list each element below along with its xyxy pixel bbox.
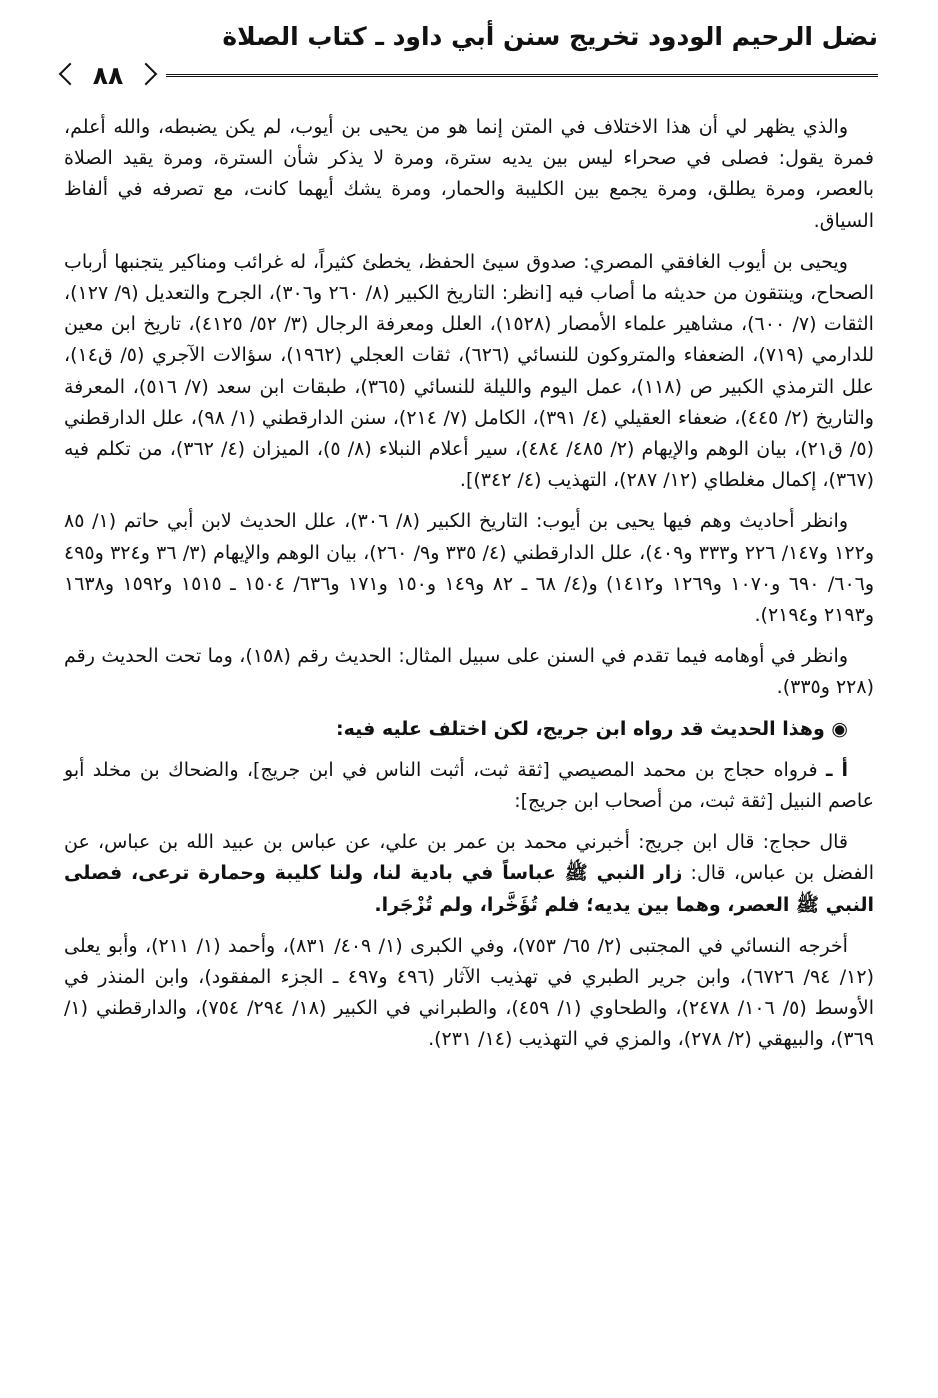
- section-heading: [64, 714, 874, 745]
- paragraph: وانظر في أوهامه فيما تقدم في السنن على سبيل المثال: الحديث رقم (١٥٨)، وما تحت الحديث رقم (٢٢٨ و٣٣٥).: [64, 645, 874, 699]
- matn-text: زار النبي ﷺ عباساً في بادية لنا، ولنا كليبة وحمارة ترعى، فصلى النبي ﷺ العصر، وهما بين يديه؛ فلم تُؤَخَّرا، ولم تُزْجَرا.: [64, 862, 874, 916]
- takhrij-paragraph: أخرجه النسائي في المجتبى (٢/ ٦٥/ ٧٥٣)، وفي الكبرى (١/ ٤٠٩/ ٨٣١)، وأحمد (١/ ٢١١)، وأبو يعلى (١٢/ ٩٤/ ٦٧٢٦)، وابن جرير الطبري في تهذيب الآثار (٤٩٦ و٤٩٧ ـ الجزء المفقود)، وابن المنذر في الأوسط (٥/ ١٠٦/ ٢٤٧٨)، والطحاوي (١/ ٤٥٩)، والطبراني في الكبير (١٨/ ٢٩٤/ ٧٥٤)، والدارقطني (١/ ٣٦٩)، والبيهقي (٢/ ٢٧٨)، والمزي في التهذيب (١٤/ ٢٣١).: [64, 934, 875, 1051]
- paragraph: ويحيى بن أيوب الغافقي المصري: صدوق سيئ الحفظ، يخطئ كثيراً، له غرائب ومناكير يتجنبها أرباب الصحاح، وينتقون من حديثه ما أصاب فيه [انظر: التاريخ الكبير (٨/ ٢٦٠ و٣٠٦)، الجرح والتعديل (٩/ ١٢٧)، الثقات (٧/ ٦٠٠)، مشاهير علماء الأمصار (١٥٢٨)، العلل ومعرفة الرجال (٣/ ٥٢/ ٤١٢٥)، تاريخ ابن معين للدارمي (٧١٩)، الضعفاء والمتروكون للنسائي (٦٢٦)، ثقات العجلي (١٩٦٢)، سؤالات الآجري (٥/ ق١٤)، علل الترمذي الكبير ص (١١٨)، عمل اليوم والليلة للنسائي (٣٦٥)، طبقات ابن سعد (٧/ ٥١٦)، المعرفة والتاريخ (٢/ ٤٤٥)، ضعفاء العقيلي (٤/ ٣٩١)، الكامل (٧/ ٢١٤)، سنن الدارقطني (١/ ٩٨)، علل الدارقطني (٥/ ق٢١)، بيان الوهم والإيهام (٢/ ٤٨٥/ ٤٨٤)، سير أعلام النبلاء (٨/ ٥)، الميزان (٤/ ٣٦٢)، من تكلم فيه (٣٦٧)، إكمال مغلطاي (١٢/ ٢٨٧)، التهذيب (٤/ ٣٤٢)].: [64, 250, 874, 492]
- page-number-badge: [60, 60, 156, 90]
- hadith-quote: [64, 827, 874, 921]
- section-heading-text: وهذا الحديث قد رواه ابن جريج، لكن اختلف عليه فيه:: [336, 717, 825, 740]
- paragraph: والذي يظهر لي أن هذا الاختلاف في المتن إنما هو من يحيى بن أيوب، لم يكن يضبطه، والله أعلم، فمرة يقول: فصلى في صحراء ليس بين يديه سترة، ومرة لا يذكر شأن السترة، ومرة يقيد الصلاة بالعصر، ومرة يطلق، ومرة يجمع بين الكليبة والحمار، ومرة يشك أيهما كانت، مع تصرفه في ألفاظ السياق.: [64, 116, 874, 232]
- right-chevron-icon: [135, 63, 158, 86]
- isnad-text: قال حجاج: قال ابن جريج: أخبرني محمد بن عمر بن علي، عن عباس بن عبيد الله بن عباس، عن الفضل بن عباس، قال:: [64, 831, 874, 885]
- page-header: [60, 14, 878, 114]
- subsection-a: [64, 755, 874, 817]
- running-title: نضل الرحيم الودود تخريج سنن أبي داود ـ كتاب الصلاة: [222, 22, 878, 51]
- left-chevron-icon: [59, 63, 82, 86]
- subsection-marker: أ ـ: [826, 758, 848, 781]
- header-rule: [166, 74, 878, 77]
- subsection-text: فرواه حجاج بن محمد المصيصي [ثقة ثبت، أثبت الناس في ابن جريج]، والضحاك بن مخلد أبو عاصم النبيل [ثقة ثبت، من أصحاب ابن جريج]:: [64, 758, 874, 813]
- paragraph: وانظر أحاديث وهم فيها يحيى بن أيوب: التاريخ الكبير (٨/ ٣٠٦)، علل الحديث لابن أبي حاتم (١/ ٨٥ و١٢٢ و١٤٧/ ٢٢٦ و٣٣٣ و٤٠٩)، علل الدارقطني (٤/ ٣٣٥ و٩/ ٢٦٠)، بيان الوهم والإيهام (٣/ ٣٦ و٣٢٤ و٤٩٥ و٦٠٦/ ٦٩٠ و١٠٧٠ و١٢٦٩ و١٤١٢) و(٤/ ٦٨ ـ ٨٢ و١٤٩ و١٥٠ و١٧١ و٦٣٦/ ١٥٠٤ ـ ١٥١٥ و١٥٩٢ و١٦٣٨ و٢١٩٣ و٢١٩٤).: [64, 510, 875, 627]
- page-body: [64, 112, 874, 1056]
- bullet-icon: ◉: [831, 717, 848, 740]
- page-number: ٨٨: [92, 60, 124, 90]
